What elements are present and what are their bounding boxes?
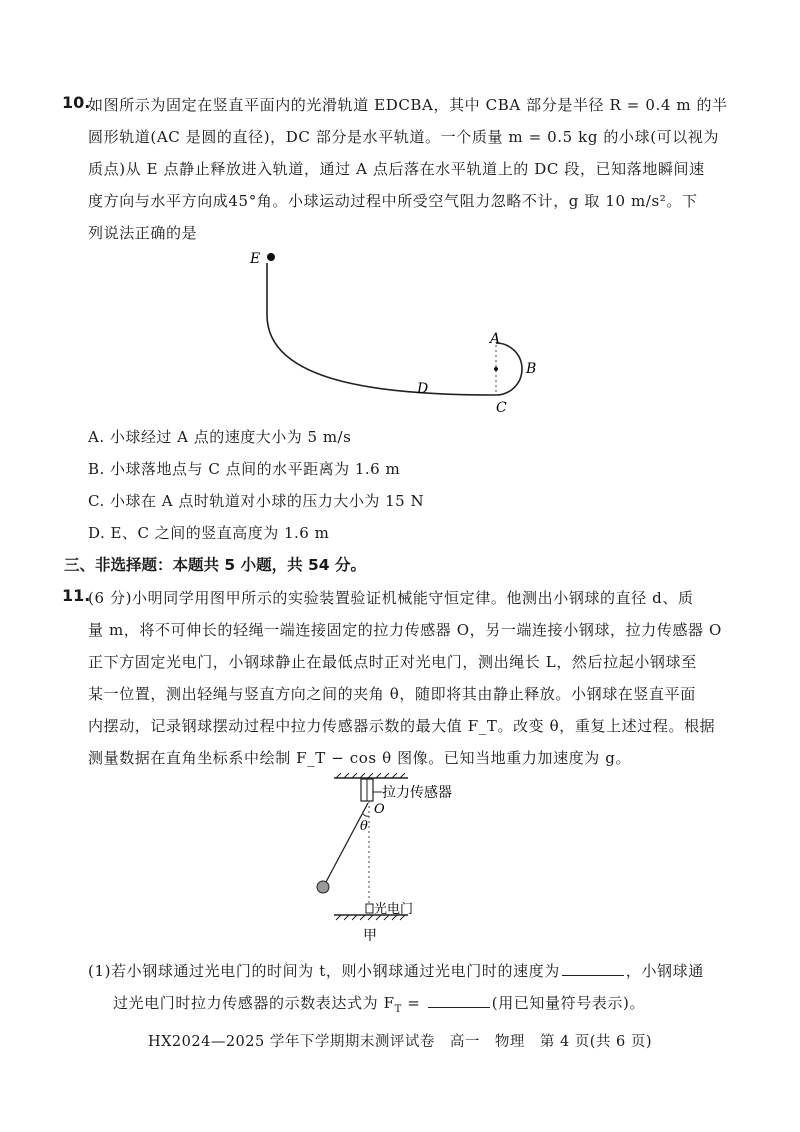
question-11-number: 11.	[62, 586, 91, 605]
page-footer: HX2024—2025 学年下学期期末测评试卷 高一 物理 第 4 页(共 6 页)	[147, 1034, 653, 1050]
pendulum-figure	[300, 770, 500, 948]
steel-ball	[317, 881, 329, 893]
q11-text-line-1: (6 分)小明同学用图甲所示的实验装置验证机械能守恒定律。他测出小钢球的直径 d、质	[88, 589, 694, 607]
option-a: A. 小球经过 A 点的速度大小为 5 m/s	[88, 428, 352, 446]
ceiling-hatch	[336, 773, 405, 778]
label-E: E	[250, 251, 261, 267]
answer-blank-force[interactable]	[428, 993, 490, 1008]
q11-sub1-text-e: (用已知量符号表示)。	[491, 994, 646, 1012]
option-b: B. 小球落地点与 C 点间的水平距离为 1.6 m	[88, 460, 401, 478]
label-A: A	[490, 331, 501, 347]
label-B: B	[526, 361, 537, 377]
center-point	[494, 367, 498, 371]
q11-text-line-3: 正下方固定光电门，小钢球静止在最低点时正对光电门，测出绳长 L，然后拉起小钢球至	[88, 653, 697, 671]
photogate	[366, 904, 373, 913]
semicircle-track-CBA	[496, 343, 522, 395]
q10-text-line-4: 度方向与水平方向成45°角。小球运动过程中所受空气阻力忽略不计，g 取 10 m/s²。下	[88, 192, 698, 210]
pendulum-string	[326, 803, 368, 882]
q10-text-line-5: 列说法正确的是	[88, 224, 198, 242]
label-O: O	[374, 802, 385, 817]
q11-sub1-text-d: =	[401, 994, 426, 1012]
q10-text-line-3: 质点)从 E 点静止释放进入轨道，通过 A 点后落在水平轨道上的 DC 段，已知落地瞬间速	[88, 160, 705, 178]
q11-sub1-text-b: ，小钢球通	[625, 962, 704, 980]
q10-text-line-1: 如图所示为固定在竖直平面内的光滑轨道 EDCBA，其中 CBA 部分是半径 R = 0.4 m 的半	[88, 96, 728, 114]
q11-sub1-subscript-T: T	[394, 1004, 402, 1015]
figure-caption-jia: 甲	[363, 928, 377, 944]
label-theta: θ	[360, 819, 368, 834]
q11-sub1-text-c: 过光电门时拉力传感器的示数表达式为 F	[113, 994, 395, 1012]
label-force-sensor: 拉力传感器	[382, 785, 452, 801]
q11-text-line-4: 某一位置，测出轻绳与竖直方向之间的夹角 θ，随即将其由静止释放。小钢球在竖直平面	[88, 685, 696, 703]
q11-sub1-text-a: (1)若小钢球通过光电门的时间为 t，则小钢球通过光电门时的速度为	[88, 962, 560, 980]
track-figure	[240, 245, 560, 420]
label-photogate: 光电门	[374, 902, 414, 917]
label-C: C	[496, 400, 507, 416]
q11-text-line-5: 内摆动，记录钢球摆动过程中拉力传感器示数的最大值 F_T。改变 θ，重复上述过程。根据	[88, 717, 716, 735]
q11-text-line-2: 量 m，将不可伸长的轻绳一端连接固定的拉力传感器 O，另一端连接小钢球，拉力传感器 O	[88, 621, 722, 639]
answer-blank-velocity[interactable]	[562, 961, 624, 976]
angle-arc	[363, 814, 369, 816]
curved-track-ED	[267, 263, 496, 395]
q11-text-line-6: 测量数据在直角坐标系中绘制 F_T − cos θ 图像。已知当地重力加速度为 g。	[88, 749, 632, 767]
option-c: C. 小球在 A 点时轨道对小球的压力大小为 15 N	[88, 492, 425, 510]
question-10-number: 10.	[62, 93, 91, 112]
option-d: D. E、C 之间的竖直高度为 1.6 m	[88, 524, 330, 542]
q10-text-line-2: 圆形轨道(AC 是圆的直径)，DC 部分是水平轨道。一个质量 m = 0.5 kg 的小球(可以视为	[88, 128, 720, 146]
q11-sub1-line-2	[113, 992, 645, 1015]
q11-sub1-line-1	[88, 960, 704, 981]
ball-at-E	[267, 253, 275, 261]
section-3-heading: 三、非选择题：本题共 5 小题，共 54 分。	[64, 556, 366, 574]
label-D: D	[417, 381, 429, 397]
